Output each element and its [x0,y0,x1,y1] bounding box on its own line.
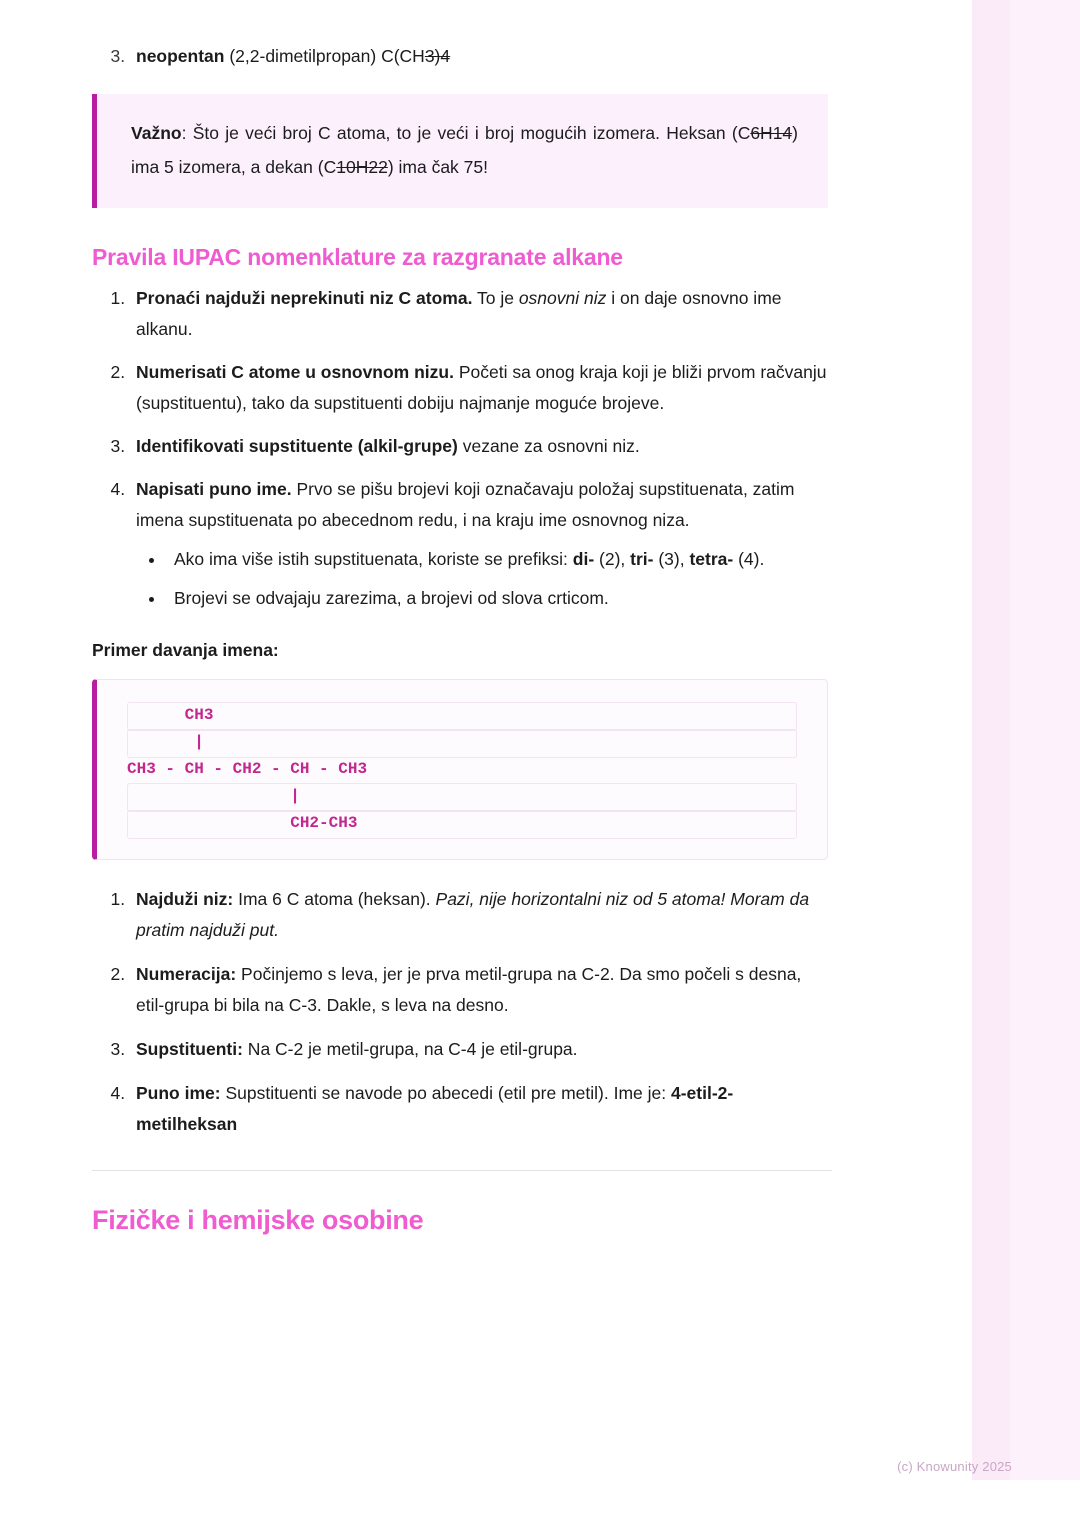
rule-4-bold: Napisati puno ime. [136,479,292,499]
step-1-italic: Pazi, nije horizontalni niz od 5 atoma! Moram da pratim najduži put. [136,889,810,940]
important-callout [92,94,828,208]
isomer-formula-strike-1: 3) [424,46,441,66]
sub-bullet-2 [166,583,832,614]
rule-4-sub-bullets [136,544,832,614]
isomer-formula: (2,2-dimetilpropan) C(CH [224,46,425,66]
example-steps-list [92,884,832,1140]
sub-bullet-1-text-b: (2), [594,549,631,569]
rule-1-text-b: i on daje osnovno ime alkanu. [136,288,782,339]
structure-line-4-text: | [127,787,300,805]
structure-line-1-text: CH3 [127,706,214,724]
step-3-text: Na C-2 je metil-grupa, na C-4 je etil-grupa. [242,1039,578,1059]
sub-bullet-1-text-c: (3), [653,549,690,569]
callout-text-1: : Što je veći broj C atoma, to je veći i broj mogućih izomera. Heksan (C [181,123,751,143]
example-step-3 [130,1034,832,1065]
structure-code-block [92,679,828,860]
example-step-1 [130,884,832,946]
rule-3-text: vezane za osnovni niz. [457,436,640,456]
rule-4-text: Prvo se pišu brojevi koji označavaju položaj supstituenata, zatim imena supstituenata po abecednom redu, i na kraju ime osnovnog niza. [136,479,795,530]
rule-1-bold: Pronaći najduži neprekinuti niz C atoma. [136,288,473,308]
step-3-bold: Supstituenti: [136,1039,243,1059]
rule-1-text-a: To je [472,288,519,308]
example-step-2 [130,959,832,1021]
list-item [130,40,832,72]
step-2-text: Počinjemo s leva, jer je prva metil-grupa na C-2. Da smo počeli s desna, etil-grupa bi bila na C-3. Dakle, s leva na desno. [136,964,802,1015]
section-divider [92,1170,832,1171]
callout-text-3: ) ima čak 75! [387,157,488,177]
isomer-name: neopentan [136,46,225,66]
step-4-bold: Puno ime: [136,1083,221,1103]
isomer-formula-strike-2: 4 [440,46,451,66]
prefix-tetra: tetra- [689,549,734,569]
structure-line-1 [97,702,827,729]
rule-2-bold: Numerisati C atome u osnovnom nizu. [136,362,454,382]
iupac-rules-list [92,283,832,614]
callout-text-2: ) ima 5 izomera, a dekan (C [131,123,798,177]
step-1-text: Ima 6 C atoma (heksan). [233,889,436,909]
decorative-side-band-inner [1010,0,1080,1480]
example-step-4 [130,1078,832,1140]
rule-item-2 [130,357,832,419]
section-title-iupac: Pravila IUPAC nomenklature za razgranate alkane [92,244,623,270]
structure-line-2-text: | [127,733,204,751]
sub-bullet-1 [166,544,832,575]
rule-3-bold: Identifikovati supstituente (alkil-grupe) [136,436,458,456]
final-compound-name: 4-etil-2-metilheksan [136,1083,734,1134]
rule-item-4 [130,474,832,614]
callout-strike-1: 6H14 [750,123,793,143]
section-title-properties: Fizičke i hemijske osobine [92,1205,424,1235]
callout-text [131,116,798,184]
prefix-di: di- [572,549,595,569]
step-2-bold: Numeracija: [136,964,237,984]
sub-bullet-1-text-a: Ako ima više istih supstituenata, koriste se prefiksi: [174,549,573,569]
callout-label: Važno [131,123,182,143]
structure-line-3 [97,756,827,783]
sub-bullet-2-text: Brojevi se odvajaju zarezima, a brojevi od slova crticom. [174,588,609,608]
step-4-text: Supstituenti se navode po abecedi (etil pre metil). Ime je: [220,1083,671,1103]
structure-line-3-text: CH3 - CH - CH2 - CH - CH3 [127,760,368,778]
copyright-notice: (c) Knowunity 2025 [897,1459,1012,1474]
document-content [92,40,832,1236]
example-lead: Primer davanja imena: [92,640,279,660]
decorative-side-band [972,0,1080,1480]
rule-2-text: Početi sa onog kraja koji je bliži prvom račvanju (supstituentu), tako da supstituenti dobiju najmanje moguće brojeve. [136,362,827,413]
rule-1-italic: osnovni niz [518,288,607,308]
prefix-tri: tri- [630,549,654,569]
structure-line-5-text: CH2-CH3 [127,814,358,832]
sub-bullet-1-text-d: (4). [733,549,765,569]
isomer-list [92,40,832,72]
rule-item-1 [130,283,832,345]
structure-line-2 [97,729,827,756]
step-1-bold: Najduži niz: [136,889,234,909]
structure-line-5 [97,810,827,837]
callout-strike-2: 10H22 [336,157,388,177]
structure-line-4 [97,783,827,810]
rule-item-3 [130,431,832,462]
